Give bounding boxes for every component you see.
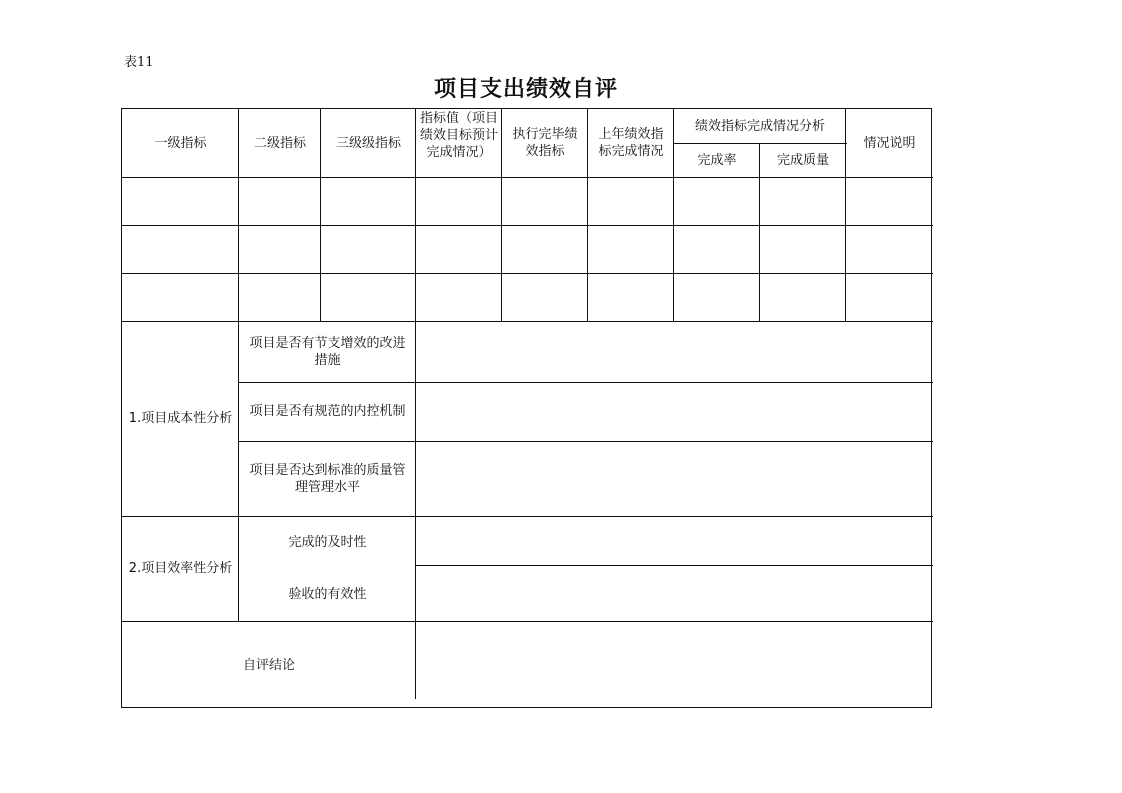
document-title: 项目支出绩效自评 [433, 77, 618, 102]
cost-analysis-item: 项目是否达到标准的质量管理管理水平 [249, 462, 406, 495]
header-target-value: 指标值（项目绩效目标预计完成情况） [419, 111, 498, 160]
cost-analysis-label: 1.项目成本性分析 [128, 411, 233, 426]
row-divider [416, 565, 933, 566]
header-completion-quality: 完成质量 [776, 152, 829, 168]
header-completion-rate: 完成率 [697, 152, 737, 168]
header-level3: 三级级指标 [335, 135, 401, 151]
header-last-year: 上年绩效指标完成情况 [598, 127, 664, 159]
row-divider [122, 177, 933, 178]
cost-analysis-item: 项目是否有规范的内控机制 [249, 404, 406, 419]
cost-analysis-item: 项目是否有节支增效的改进措施 [249, 335, 406, 368]
table-number: 表11 [124, 55, 154, 70]
efficiency-analysis-item: 验收的有效性 [288, 587, 367, 602]
header-analysis-group: 绩效指标完成情况分析 [694, 118, 825, 134]
efficiency-analysis-item: 完成的及时性 [288, 534, 367, 550]
row-divider [122, 225, 933, 226]
header-level1: 一级指标 [154, 135, 207, 151]
efficiency-analysis-label: 2.项目效率性分析 [128, 561, 233, 576]
header-level2: 二级指标 [253, 135, 306, 151]
header-executed: 执行完毕绩效指标 [512, 127, 578, 159]
conclusion-label: 自评结论 [242, 657, 295, 673]
self-evaluation-table [121, 108, 932, 708]
row-divider [122, 273, 933, 274]
header-remarks: 情况说明 [863, 135, 916, 151]
